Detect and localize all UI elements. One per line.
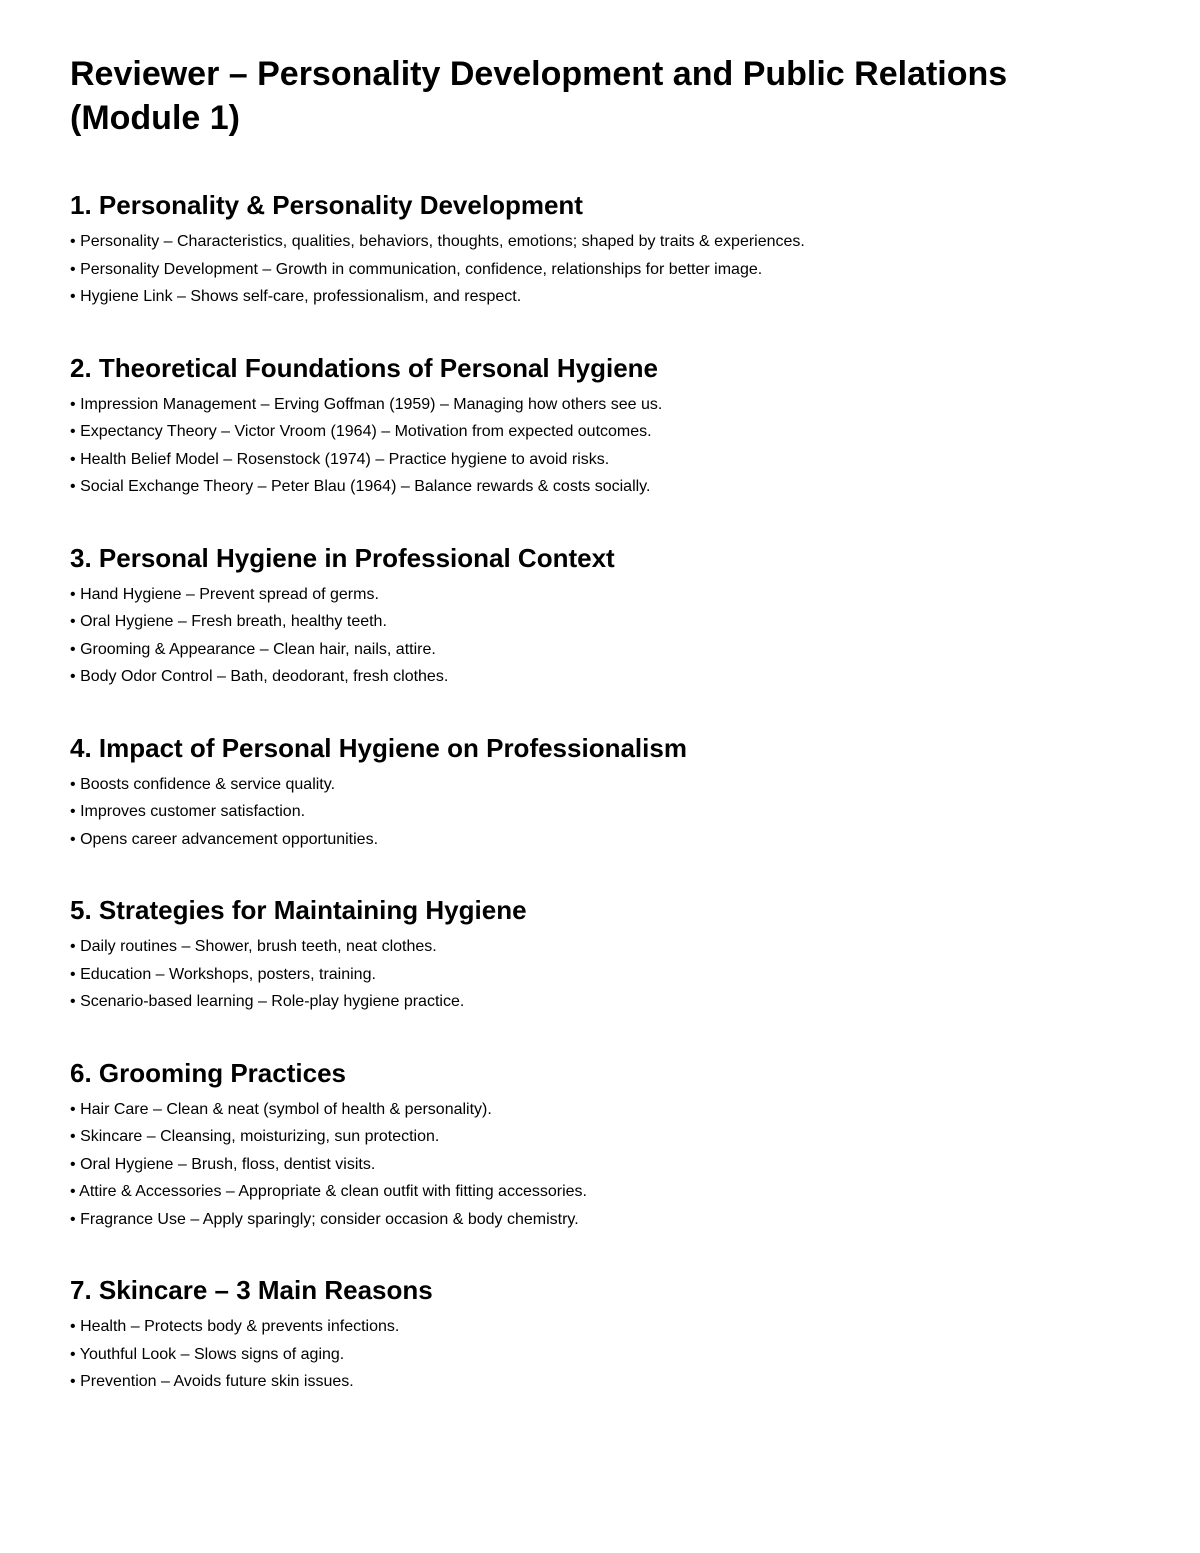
list-item: [70, 636, 1130, 664]
section-5: [70, 894, 1130, 1016]
bullet-icon: •: [70, 1155, 76, 1173]
bullet-icon: •: [70, 830, 76, 848]
section-1: [70, 189, 1130, 311]
section-heading: 4. Impact of Personal Hygiene on Professionalism: [70, 732, 687, 763]
list-item-text: Education – Workshops, posters, training.: [80, 965, 376, 983]
list-item-text: Boosts confidence & service quality.: [80, 775, 336, 793]
list-item: [70, 446, 1130, 474]
bullet-icon: •: [70, 1183, 76, 1200]
list-item: [70, 1123, 1130, 1151]
section-heading: 1. Personality & Personality Development: [70, 190, 583, 220]
list-item: [70, 961, 1130, 989]
list-item-text: Opens career advancement opportunities.: [80, 830, 379, 848]
bullet-icon: •: [70, 260, 76, 278]
list-item-text: Attire & Accessories – Appropriate & clean outfit with fitting accessories.: [79, 1183, 587, 1200]
section-heading: 6. Grooming Practices: [70, 1057, 346, 1088]
list-item: [70, 608, 1130, 636]
list-item: [70, 798, 1130, 826]
list-item-text: Scenario-based learning – Role-play hygiene practice.: [80, 993, 465, 1010]
bullet-icon: •: [70, 585, 76, 603]
bullet-icon: •: [70, 1345, 76, 1363]
list-item: [70, 1368, 1130, 1396]
list-item-text: Improves customer satisfaction.: [80, 803, 306, 820]
list-item-text: Daily routines – Shower, brush teeth, neat clothes.: [80, 938, 437, 955]
list-item: [70, 1341, 1130, 1369]
bullet-list: [70, 228, 1130, 311]
bullet-icon: •: [70, 395, 76, 413]
section-heading: 5. Strategies for Maintaining Hygiene: [70, 895, 527, 925]
bullet-icon: •: [70, 938, 76, 955]
section-6: [70, 1057, 1130, 1234]
bullet-icon: •: [70, 423, 76, 440]
section-2: [70, 352, 1130, 501]
bullet-icon: •: [70, 993, 76, 1010]
list-item-text: Oral Hygiene – Brush, floss, dentist visits.: [80, 1155, 376, 1173]
bullet-icon: •: [70, 668, 76, 685]
list-item-text: Social Exchange Theory – Peter Blau (1964) – Balance rewards & costs socially.: [80, 478, 651, 495]
list-item: [70, 418, 1130, 446]
list-item-text: Impression Management – Erving Goffman (1959) – Managing how others see us.: [80, 395, 663, 413]
list-item: [70, 771, 1130, 799]
list-item-text: Oral Hygiene – Fresh breath, healthy teeth.: [80, 613, 387, 630]
bullet-icon: •: [70, 965, 76, 983]
list-item: [70, 933, 1130, 961]
list-item: [70, 1313, 1130, 1341]
list-item: [70, 663, 1130, 691]
list-item-text: Skincare – Cleansing, moisturizing, sun protection.: [80, 1128, 440, 1145]
list-item: [70, 581, 1130, 609]
list-item: [70, 283, 1130, 311]
section-heading: 3. Personal Hygiene in Professional Context: [70, 542, 615, 573]
list-item-text: Health – Protects body & prevents infections.: [80, 1318, 400, 1335]
bullet-icon: •: [70, 775, 76, 793]
list-item: [70, 826, 1130, 854]
section-7: [70, 1274, 1130, 1396]
bullet-icon: •: [70, 1100, 76, 1118]
list-item: [70, 473, 1130, 501]
bullet-list: [70, 391, 1130, 501]
list-item: [70, 1178, 1130, 1206]
bullet-icon: •: [70, 640, 76, 658]
bullet-icon: •: [70, 1210, 76, 1228]
bullet-list: [70, 933, 1130, 1016]
bullet-icon: •: [70, 478, 76, 495]
list-item-text: Hair Care – Clean & neat (symbol of health & personality).: [80, 1100, 492, 1118]
list-item-text: Expectancy Theory – Victor Vroom (1964) – Motivation from expected outcomes.: [80, 423, 652, 440]
bullet-icon: •: [70, 233, 76, 250]
list-item: [70, 1151, 1130, 1179]
section-4: [70, 732, 1130, 854]
list-item-text: Personality Development – Growth in communication, confidence, relationships for better image.: [80, 260, 763, 278]
list-item: [70, 391, 1130, 419]
list-item: [70, 1096, 1130, 1124]
bullet-icon: •: [70, 803, 76, 820]
list-item: [70, 988, 1130, 1016]
bullet-list: [70, 581, 1130, 691]
bullet-icon: •: [70, 1318, 76, 1335]
list-item-text: Grooming & Appearance – Clean hair, nails, attire.: [80, 640, 436, 658]
list-item-text: Prevention – Avoids future skin issues.: [80, 1373, 354, 1390]
list-item: [70, 256, 1130, 284]
bullet-icon: •: [70, 288, 76, 305]
bullet-list: [70, 1313, 1130, 1396]
list-item-text: Health Belief Model – Rosenstock (1974) – Practice hygiene to avoid risks.: [80, 450, 610, 468]
section-heading: 7. Skincare – 3 Main Reasons: [70, 1275, 433, 1305]
sections-container: [70, 189, 1130, 1396]
bullet-list: [70, 771, 1130, 854]
section-3: [70, 542, 1130, 691]
bullet-list: [70, 1096, 1130, 1234]
list-item-text: Personality – Characteristics, qualities, behaviors, thoughts, emotions; shaped by traits & experiences.: [80, 233, 805, 250]
list-item: [70, 1206, 1130, 1234]
list-item-text: Fragrance Use – Apply sparingly; consider occasion & body chemistry.: [80, 1210, 579, 1228]
list-item-text: Youthful Look – Slows signs of aging.: [79, 1345, 345, 1363]
section-heading: 2. Theoretical Foundations of Personal Hygiene: [70, 352, 658, 383]
bullet-icon: •: [70, 1373, 76, 1390]
bullet-icon: •: [70, 450, 76, 468]
list-item-text: Hand Hygiene – Prevent spread of germs.: [80, 585, 379, 603]
document-title: Reviewer – Personality Development and Public Relations (Module 1): [70, 55, 1008, 137]
bullet-icon: •: [70, 1128, 76, 1145]
bullet-icon: •: [70, 613, 76, 630]
list-item-text: Body Odor Control – Bath, deodorant, fresh clothes.: [80, 668, 449, 685]
list-item-text: Hygiene Link – Shows self-care, professionalism, and respect.: [80, 288, 522, 305]
list-item: [70, 228, 1130, 256]
